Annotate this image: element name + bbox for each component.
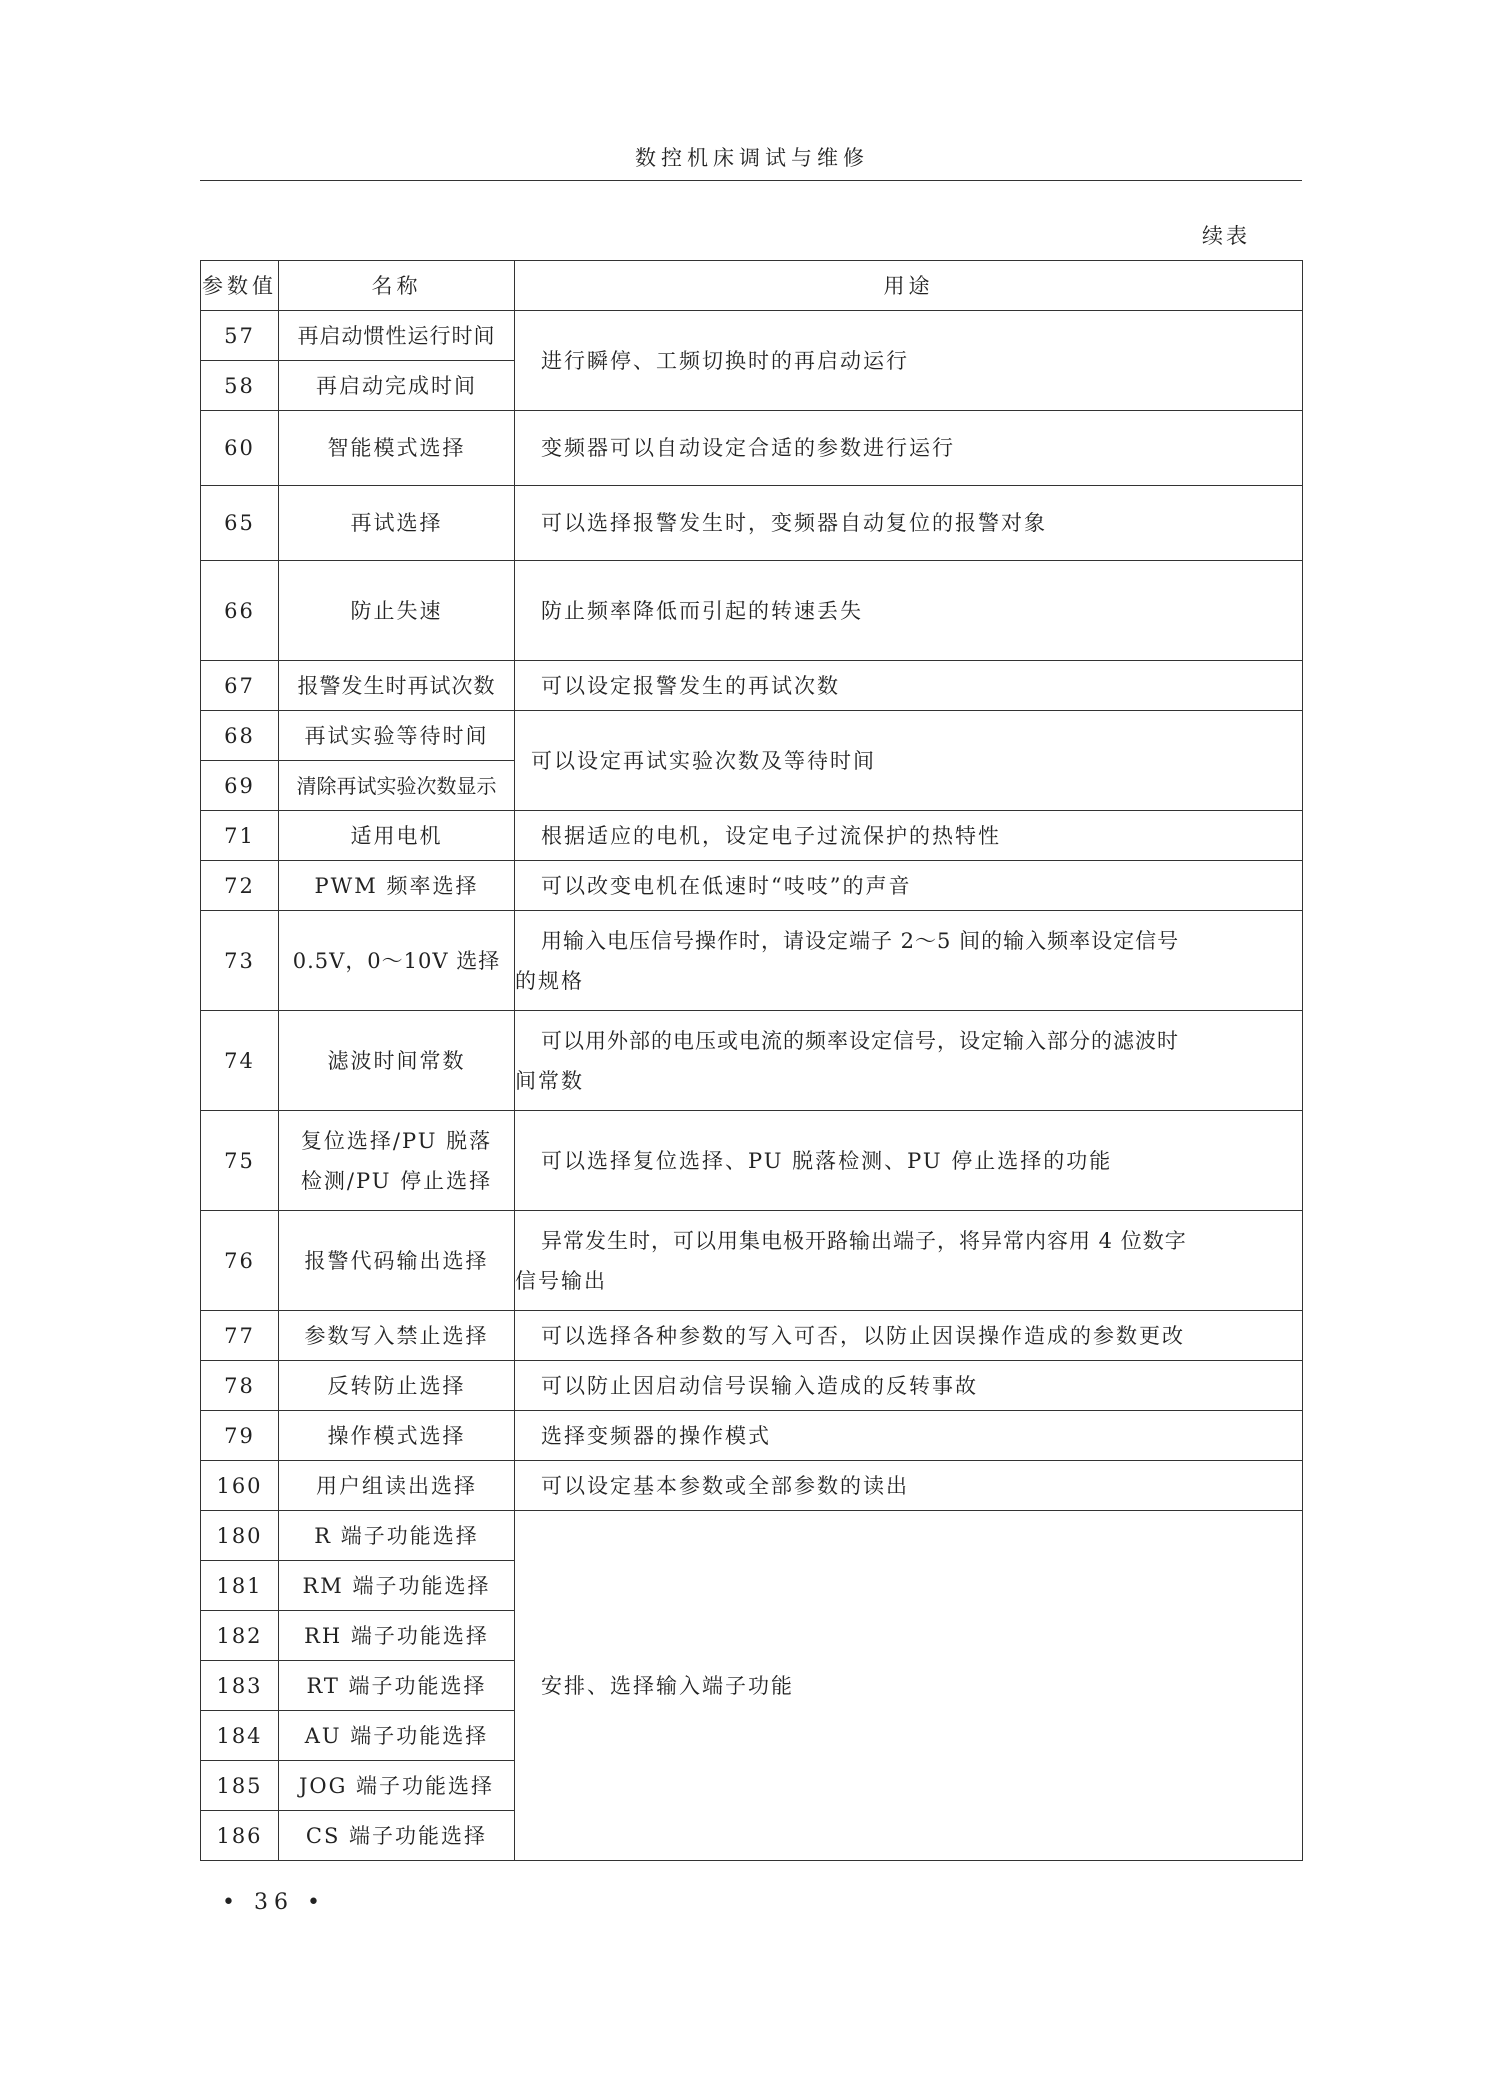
param-use: 可以设定再试实验次数及等待时间 (515, 711, 1303, 811)
param-value: 180 (201, 1511, 279, 1561)
param-use: 选择变频器的操作模式 (541, 1423, 771, 1448)
table-row (201, 911, 1303, 1011)
param-name: PWM 频率选择 (279, 861, 515, 911)
table-row (201, 311, 1303, 361)
param-value: 67 (201, 661, 279, 711)
param-use: 根据适应的电机，设定电子过流保护的热特性 (541, 823, 1001, 848)
param-name: RH 端子功能选择 (279, 1611, 515, 1661)
table-row (201, 1011, 1303, 1111)
param-value: 78 (201, 1361, 279, 1411)
param-value: 72 (201, 861, 279, 911)
table-row (201, 1361, 1303, 1411)
table-row (201, 411, 1303, 486)
table-row (201, 1211, 1303, 1311)
param-name: CS 端子功能选择 (279, 1811, 515, 1861)
parameter-table (200, 260, 1303, 1861)
param-value: 66 (201, 561, 279, 661)
param-value: 182 (201, 1611, 279, 1661)
param-use-line: 信号输出 (515, 1268, 607, 1293)
running-head-title: 数控机床调试与维修 (635, 146, 869, 170)
param-name: 报警发生时再试次数 (279, 661, 515, 711)
table-row (201, 1411, 1303, 1461)
param-value: 73 (201, 911, 279, 1011)
table-row (201, 1461, 1303, 1511)
param-use: 防止频率降低而引起的转速丢失 (541, 598, 863, 623)
param-use-line: 的规格 (515, 968, 584, 993)
param-use: 可以选择复位选择、PU 脱落检测、PU 停止选择的功能 (541, 1148, 1113, 1173)
param-name: 防止失速 (279, 561, 515, 661)
param-name: 操作模式选择 (279, 1411, 515, 1461)
param-name: 清除再试实验次数显示 (279, 761, 515, 811)
column-header-name: 名称 (279, 261, 515, 311)
param-name: 再启动完成时间 (279, 361, 515, 411)
param-value: 71 (201, 811, 279, 861)
param-use: 可以选择报警发生时，变频器自动复位的报警对象 (541, 511, 1047, 535)
param-use: 可以设定基本参数或全部参数的读出 (541, 1473, 909, 1498)
param-name: 再试实验等待时间 (279, 711, 515, 761)
param-use: 进行瞬停、工频切换时的再启动运行 (541, 348, 909, 373)
param-name: JOG 端子功能选择 (279, 1761, 515, 1811)
param-value: 185 (201, 1761, 279, 1811)
header-rule (200, 180, 1302, 181)
param-value: 76 (201, 1211, 279, 1311)
table-row (201, 486, 1303, 561)
param-use-line: 用输入电压信号操作时，请设定端子 2～5 间的输入频率设定信号 (541, 928, 1180, 953)
table-row (201, 1311, 1303, 1361)
param-use: 可以防止因启动信号误输入造成的反转事故 (541, 1373, 978, 1398)
param-name: 再试选择 (279, 486, 515, 561)
param-name-line: 复位选择/PU 脱落 (300, 1128, 493, 1153)
param-use: 变频器可以自动设定合适的参数进行运行 (541, 436, 955, 460)
table-row (201, 1111, 1303, 1211)
param-name: 适用电机 (279, 811, 515, 861)
param-name-line: 检测/PU 停止选择 (300, 1168, 493, 1193)
param-name: R 端子功能选择 (279, 1511, 515, 1561)
param-name: 参数写入禁止选择 (279, 1311, 515, 1361)
table-row (201, 811, 1303, 861)
param-value: 77 (201, 1311, 279, 1361)
param-name: 0.5V，0～10V 选择 (279, 911, 515, 1011)
column-header-use: 用途 (515, 261, 1303, 311)
param-value: 79 (201, 1411, 279, 1461)
param-use: 可以改变电机在低速时“吱吱”的声音 (541, 873, 912, 898)
param-value: 58 (201, 361, 279, 411)
table-row (201, 561, 1303, 661)
table-row (201, 1511, 1303, 1561)
param-name: 再启动惯性运行时间 (279, 311, 515, 361)
table-row (201, 711, 1303, 761)
param-name: RT 端子功能选择 (279, 1661, 515, 1711)
param-name: 滤波时间常数 (279, 1011, 515, 1111)
continued-label: 续表 (1202, 224, 1250, 248)
param-use: 安排、选择输入端子功能 (541, 1673, 794, 1698)
param-name: 用户组读出选择 (279, 1461, 515, 1511)
param-use: 可以设定报警发生的再试次数 (541, 673, 840, 698)
param-name: 智能模式选择 (279, 411, 515, 486)
param-use-line: 间常数 (515, 1068, 584, 1093)
param-name: RM 端子功能选择 (279, 1561, 515, 1611)
param-value: 160 (201, 1461, 279, 1511)
param-name: 报警代码输出选择 (279, 1211, 515, 1311)
param-value: 65 (201, 486, 279, 561)
param-value: 181 (201, 1561, 279, 1611)
param-value: 57 (201, 311, 279, 361)
param-value: 69 (201, 761, 279, 811)
param-value: 183 (201, 1661, 279, 1711)
param-value: 74 (201, 1011, 279, 1111)
param-use-line: 异常发生时，可以用集电极开路输出端子，将异常内容用 4 位数字 (541, 1228, 1187, 1253)
param-use-line: 可以用外部的电压或电流的频率设定信号，设定输入部分的滤波时 (541, 1028, 1179, 1053)
param-value: 186 (201, 1811, 279, 1861)
param-value: 60 (201, 411, 279, 486)
param-value: 184 (201, 1711, 279, 1761)
param-value: 75 (201, 1111, 279, 1211)
column-header-value: 参数值 (201, 261, 279, 311)
page-number: • 36 • (222, 1890, 326, 1915)
param-name: 反转防止选择 (279, 1361, 515, 1411)
param-name: AU 端子功能选择 (279, 1711, 515, 1761)
param-use: 可以选择各种参数的写入可否，以防止因误操作造成的参数更改 (541, 1323, 1185, 1348)
table-row (201, 861, 1303, 911)
table-header-row (201, 261, 1303, 311)
table-row (201, 661, 1303, 711)
param-value: 68 (201, 711, 279, 761)
